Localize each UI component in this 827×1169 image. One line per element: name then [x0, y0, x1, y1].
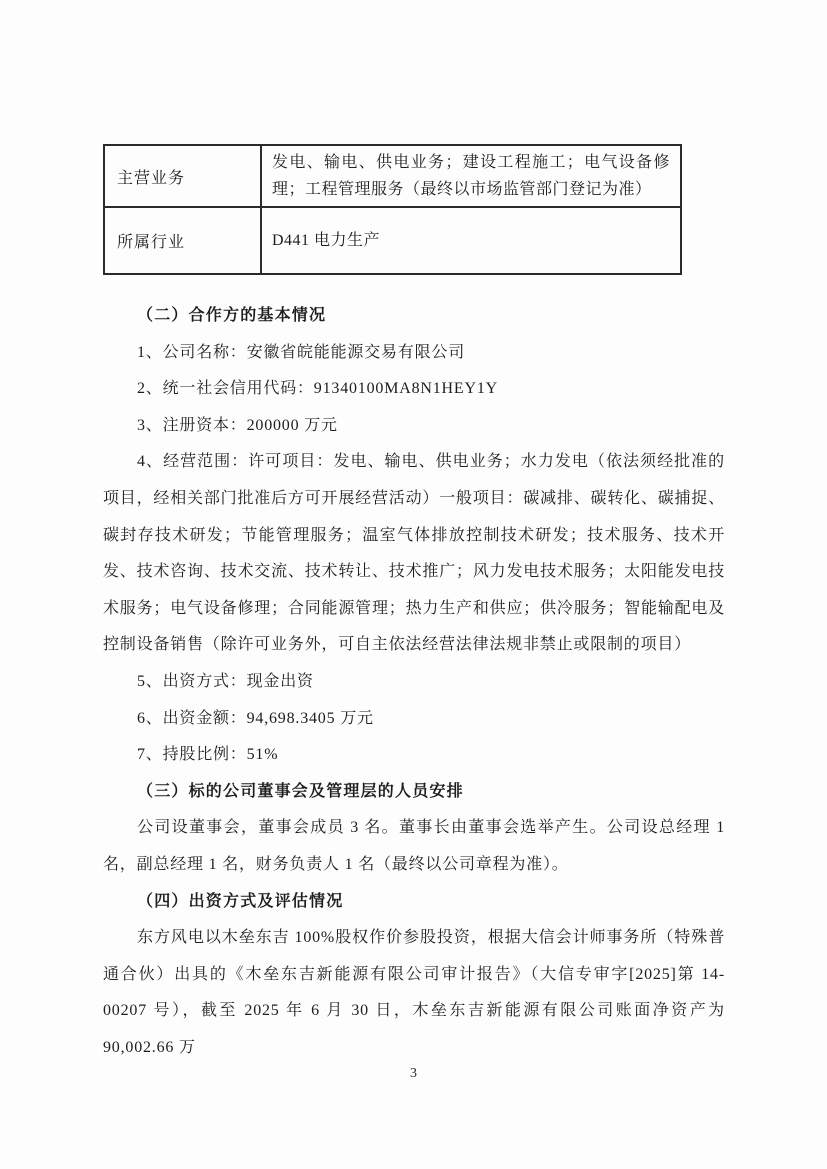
section-heading-3: （三）标的公司董事会及管理层的人员安排 [137, 782, 464, 800]
paragraph-business-scope: 4、经营范围：许可项目：发电、输电、供电业务；水力发电（依法须经批准的项目，经相关部门批准后方可开展经营活动）一般项目：碳减排、碳转化、碳捕捉、碳封存技术研发；节能管理服务；温室气体排放控制技术研发；技术服务、技术开发、技术咨询、技术交流、技术转让、技术推广；风力发电技术服务；太阳能发电技术服务；电气设备修理；合同能源管理；热力生产和供应；供冷服务；智能输配电及控制设备销售（除许可业务外，可自主依法经营法律法规非禁止或限制的项目） [103, 453, 725, 654]
row-value-industry: D441 电力生产 [261, 207, 681, 274]
paragraph-contribution-amount: 6、出资金额：94,698.3405 万元 [137, 709, 374, 727]
paragraph-contribution-method: 5、出资方式：现金出资 [137, 672, 314, 690]
table-row [104, 145, 681, 207]
table-row [104, 207, 681, 274]
paragraph-registered-capital: 3、注册资本：200000 万元 [137, 416, 338, 434]
page-content [103, 144, 725, 1066]
paragraph-valuation: 东方风电以木垒东吉 100%股权作价参股投资，根据大信会计师事务所（特殊普通合伙）出具的《木垒东吉新能源有限公司审计报告》（大信专审字[2025]第 14-00207 号），截至 2025 年 6 月 30 日，木垒东吉新能源有限公司账面净资产为 90,002.66 万 [103, 929, 725, 1056]
row-value-main-business: 发电、输电、供电业务；建设工程施工；电气设备修理；工程管理服务（最终以市场监管部门登记为准） [261, 145, 681, 207]
row-label-industry: 所属行业 [104, 207, 261, 274]
section-heading-2: （二）合作方的基本情况 [137, 307, 327, 324]
paragraph-company-name: 1、公司名称：安徽省皖能能源交易有限公司 [137, 343, 466, 361]
paragraph-board-arrangement: 公司设董事会，董事会成员 3 名。董事长由董事会选举产生。公司设总经理 1 名，副总经理 1 名，财务负责人 1 名（最终以公司章程为准）。 [103, 819, 725, 873]
paragraph-credit-code: 2、统一社会信用代码：91340100MA8N1HEY1Y [137, 380, 498, 398]
company-info-table [103, 144, 682, 275]
row-label-main-business: 主营业务 [104, 145, 261, 207]
document-body [103, 298, 725, 1066]
section-heading-4: （四）出资方式及评估情况 [137, 892, 344, 910]
page-number: 3 [410, 1066, 417, 1081]
paragraph-shareholding-ratio: 7、持股比例：51% [137, 746, 279, 764]
